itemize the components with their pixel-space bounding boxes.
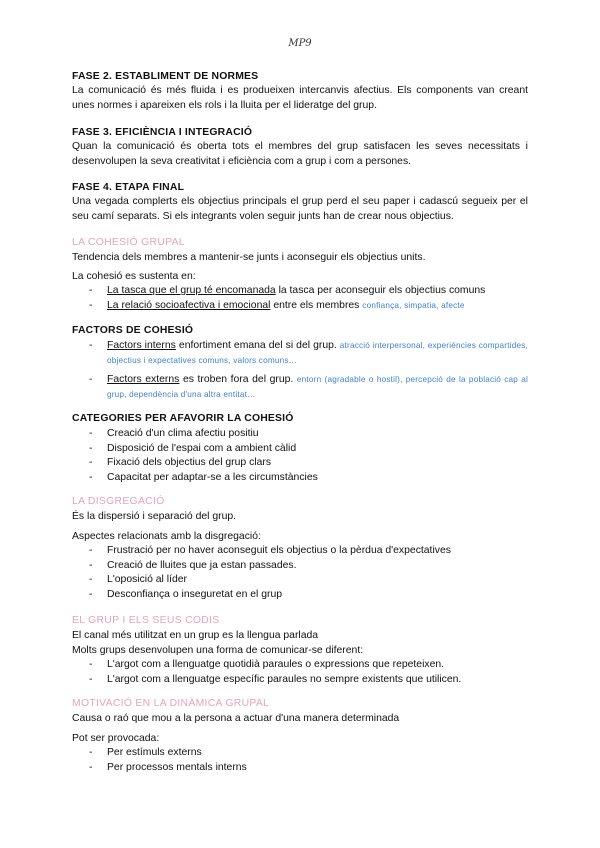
codis-title: EL GRUP I ELS SEUS CODIS [72, 615, 220, 626]
motivacio-definition: Causa o raó que mou a la persona a actuar d'una manera determinada [72, 713, 400, 724]
list-item: - Frustració per no haver aconseguit els objectius o la pèrdua d'expectatives [89, 545, 451, 556]
underlined-term: La tasca que el grup té encomanada [107, 285, 276, 296]
cohesio-intro: La cohesió es sustenta en: [72, 270, 196, 282]
motivacio-list [72, 746, 528, 775]
item-text: Per processos mentals interns [107, 761, 247, 773]
list-item: - Factors interns enfortiment emana del si del grup. atracció interpersonal, experiències compartides, objectius i expectatives comuns, valors comuns… [89, 340, 528, 365]
list-item: - L'argot com a llenguatge quotidià paraules o expressions que repeteixen. [89, 659, 445, 670]
fase-4-title: FASE 4. ETAPA FINAL [72, 182, 185, 193]
item-text: Creació d'un clima afectiu positiu [107, 428, 259, 439]
list-item: - La relació socioafectiva i emocional entre els membres confiança, simpatia, afecte [89, 299, 465, 311]
disgregacio-title: LA DISGREGACIÓ [72, 496, 165, 507]
list-item: - Per processos mentals interns [89, 761, 247, 773]
fase-2-title: FASE 2. ESTABLIMENT DE NORMES [72, 71, 259, 82]
disgregacio-definition: És la dispersió i separació del grup. [72, 511, 237, 522]
item-text: es troben fora del grup. [179, 374, 297, 385]
categories-list [72, 427, 528, 485]
section-disgregacio [72, 495, 528, 602]
section-categories [72, 412, 528, 485]
fase-3-text: Quan la comunicació és oberta tots el membres del grup satisfacen les seves necessitats i desenvolupen la seva creativitat i eficiència com a grup i com a persones. [72, 141, 528, 167]
list-item: - Disposició de l'espai com a ambient càlid [89, 442, 297, 454]
cohesio-definition: Tendencia dels membres a mantenir-se junts i aconseguir els objectius units. [72, 252, 426, 263]
item-text: Desconfiança o inseguretat en el grup [107, 588, 283, 600]
list-item: - Creació de lluites que ja estan passades. [89, 559, 297, 571]
motivacio-intro: Pot ser provocada: [72, 732, 160, 744]
list-item: - Capacitat per adaptar-se a les circumstàncies [89, 471, 318, 483]
item-text: Capacitat per adaptar-se a les circumstàncies [107, 471, 318, 483]
item-text: Fixació dels objectius del grup clars [107, 457, 272, 468]
annotation-note: confiança, simpatia, afecte [362, 300, 465, 310]
section-codis [72, 614, 528, 687]
factors-title: FACTORS DE COHESIÓ [72, 325, 194, 336]
fase-2-text: La comunicació és més fluida i es produeixen intercanvis afectius. Els components van creant unes normes i apareixen els rols i la lluita per el lideratge del grup. [72, 85, 528, 111]
item-text: entre els membres [270, 299, 363, 311]
underlined-term: Factors interns [107, 340, 176, 351]
list-item: - Per estímuls externs [89, 747, 202, 758]
motivacio-title: MOTIVACIÓ EN LA DINÀMICA GRUPAL [72, 698, 270, 709]
item-text: la tasca per aconseguir els objectius comuns [275, 285, 486, 296]
item-text: enfortiment emana del si del grup. [175, 340, 340, 351]
section-motivacio [72, 697, 528, 775]
item-text: L'oposició al líder [107, 574, 187, 585]
factors-list [72, 339, 528, 402]
section-cohesio [72, 236, 528, 313]
section-fase-3 [72, 126, 528, 169]
codis-list [72, 658, 528, 687]
fase-3-title: FASE 3. EFICIÈNCIA I INTEGRACIÓ [72, 127, 253, 138]
item-text: L'argot com a llenguatge quotidià paraules o expressions que repeteixen. [107, 659, 445, 670]
section-factors [72, 324, 528, 402]
list-item: - La tasca que el grup té encomanada la tasca per aconseguir els objectius comuns [89, 285, 486, 296]
codis-line-1: El canal més utilitzat en un grup es la llengua parlada [72, 630, 319, 641]
item-text: Creació de lluites que ja estan passades. [107, 559, 297, 571]
list-item: - L'oposició al líder [89, 574, 187, 585]
list-item: - L'argot com a llenguatge específic paraules no sempre existents que utilicen. [89, 673, 462, 685]
list-item: - Creació d'un clima afectiu positiu [89, 428, 259, 439]
item-text: Per estímuls externs [107, 747, 202, 758]
cohesio-list [72, 284, 528, 313]
item-text: L'argot com a llenguatge específic paraules no sempre existents que utilicen. [107, 673, 462, 685]
item-text: Disposició de l'espai com a ambient càlid [107, 442, 297, 454]
codis-line-2: Molts grups desenvolupen una forma de comunicar-se diferent: [72, 644, 364, 656]
underlined-term: Factors externs [107, 374, 180, 385]
disgregacio-list [72, 544, 528, 602]
list-item: - Fixació dels objectius del grup clars [89, 457, 272, 468]
annotation-note: atracció interpersonal, experiències compartides, objectius i expectatives comuns, valors comuns… [107, 341, 528, 365]
underlined-term: La relació socioafectiva i emocional [107, 299, 271, 311]
list-item: - Factors externs es troben fora del grup. entorn (agradable o hostil), percepció de la població cap al grup, dependència d'una altra entitat… [89, 374, 529, 399]
annotation-note: entorn (agradable o hostil), percepció de la població cap al grup, dependència d'una altra entitat… [107, 375, 529, 399]
section-fase-4 [72, 181, 528, 224]
cohesio-title: LA COHESIÓ GRUPAL [72, 237, 185, 248]
item-text: Frustració per no haver aconseguit els objectius o la pèrdua d'expectatives [107, 545, 451, 556]
categories-title: CATEGORIES PER AFAVORIR LA COHESIÓ [72, 413, 294, 424]
page-header: MP9 [288, 38, 312, 49]
list-item: - Desconfiança o inseguretat en el grup [89, 588, 283, 600]
disgregacio-intro: Aspectes relacionats amb la disgregació: [72, 530, 261, 542]
section-fase-2 [72, 70, 528, 113]
fase-4-text: Una vegada complerts els objectius principals el grup perd el seu paper i cadascú segueix per el seu camí separats. Si els integrants volen seguir junts han de crear nous objectius. [72, 196, 528, 222]
